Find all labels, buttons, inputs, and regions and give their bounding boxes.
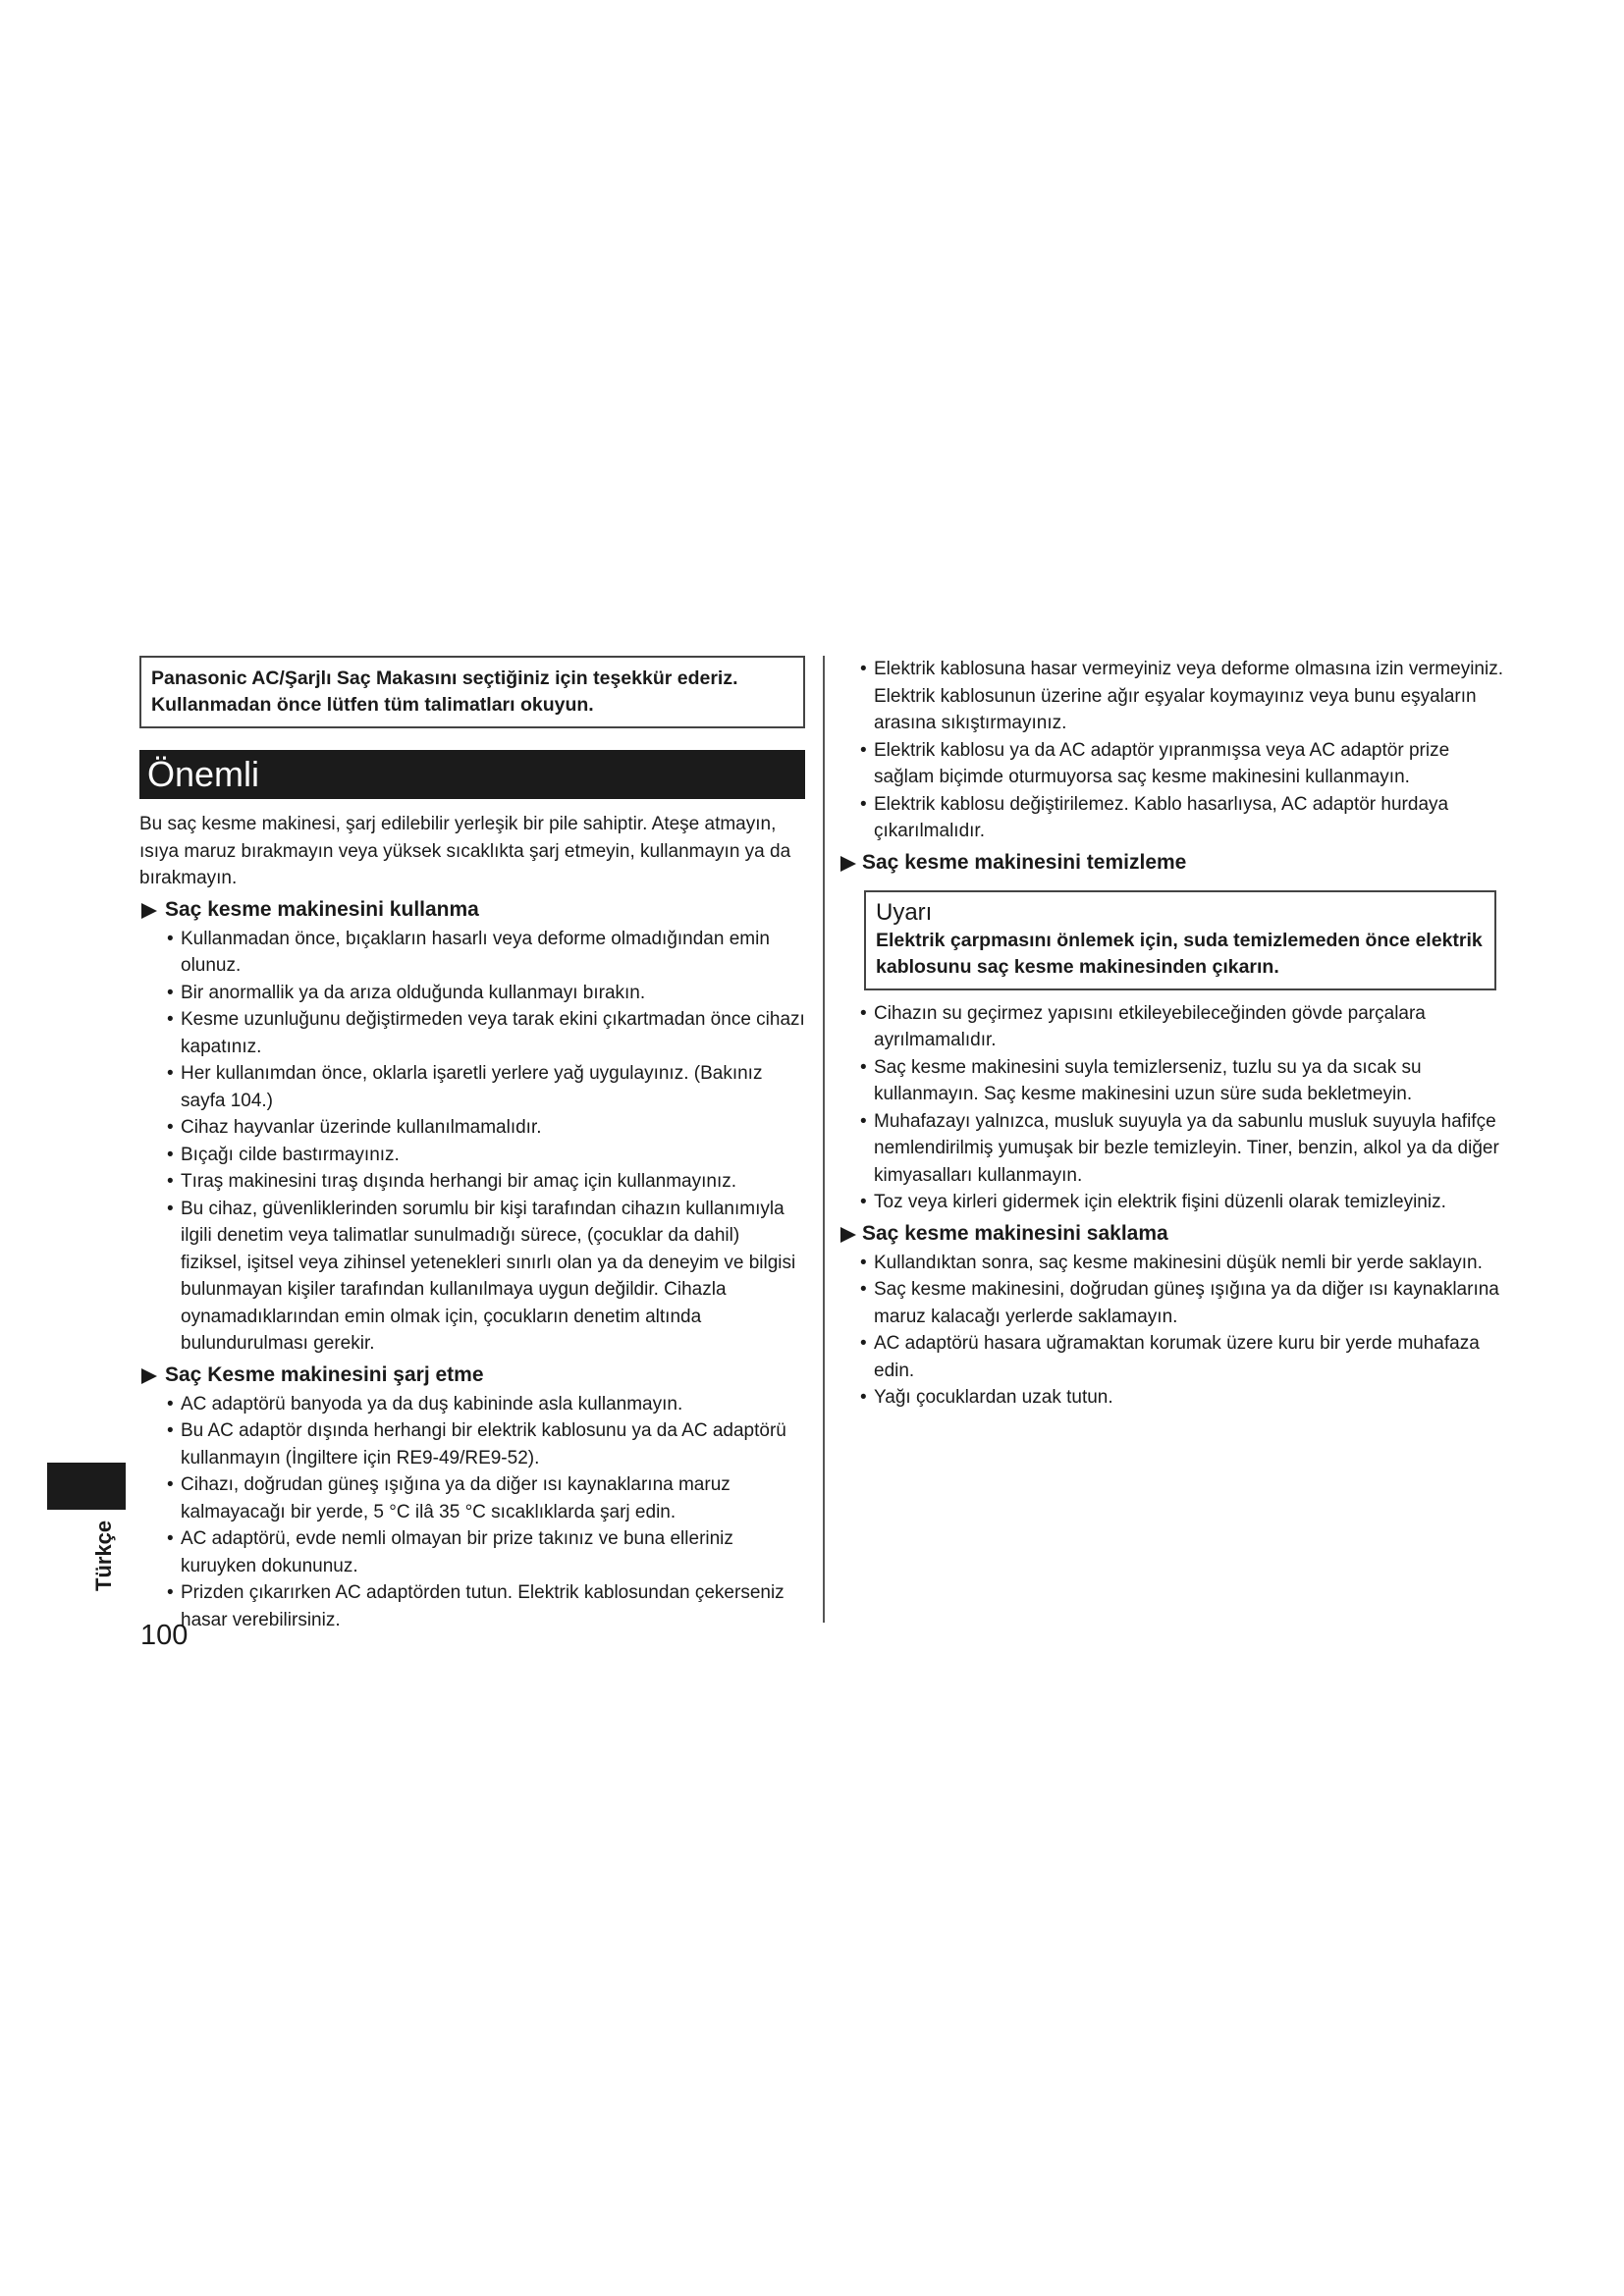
language-label: Türkçe xyxy=(91,1520,116,1592)
column-divider xyxy=(823,656,825,1623)
list-item: • Saç kesme makinesini suyla temizlerseniz, tuzlu su ya da sıcak su kullanmayın. Saç kesme makinesini uzun süre suda bekletmeyin. xyxy=(860,1054,1506,1108)
intro-line-1: Panasonic AC/Şarjlı Saç Makasını seçtiğiniz için teşekkür ederiz. xyxy=(151,667,738,689)
list-item: • Muhafazayı yalnızca, musluk suyuyla ya da sabunlu musluk suyuyla hafifçe nemlendirilmiş yumuşak bir bezle temizleyin. Tiner, benzin, alkol ya da diğer kimyasalları kullanmayın. xyxy=(860,1108,1506,1190)
list-item: • Prizden çıkarırken AC adaptörden tutun. Elektrik kablosundan çekerseniz hasar verebilirsiniz. xyxy=(167,1579,805,1633)
cleaning-list xyxy=(840,1000,1506,1216)
using-list xyxy=(139,926,805,1358)
warning-title: Uyarı xyxy=(876,898,933,926)
list-item: • AC adaptörü, evde nemli olmayan bir prize takınız ve buna elleriniz kuruyken dokununuz. xyxy=(167,1525,805,1579)
intro-notice-box xyxy=(139,656,805,728)
list-item: • AC adaptörü hasara uğramaktan korumak üzere kuru bir yerde muhafaza edin. xyxy=(860,1330,1506,1384)
triangle-arrow-icon xyxy=(141,1368,157,1384)
section-title: Saç kesme makinesini kullanma xyxy=(165,897,479,921)
intro-line-2: Kullanmadan önce lütfen tüm talimatları okuyun. xyxy=(151,694,594,716)
list-item: • Saç kesme makinesini, doğrudan güneş ışığına ya da diğer ısı kaynaklarına maruz kalacağı yerlerde saklamayın. xyxy=(860,1276,1506,1330)
section-heading-storage xyxy=(840,1220,1506,1248)
list-item: • Tıraş makinesini tıraş dışında herhangi bir amaç için kullanmayınız. xyxy=(167,1168,805,1196)
warning-text: Elektrik çarpmasını önlemek için, suda temizlemeden önce elektrik kablosunu saç kesme makinesinden çıkarın. xyxy=(876,929,1483,978)
list-item: • Her kullanımdan önce, oklarla işaretli yerlere yağ uygulayınız. (Bakınız sayfa 104.) xyxy=(167,1060,805,1114)
list-item: • Kullandıktan sonra, saç kesme makinesini düşük nemli bir yerde saklayın. xyxy=(860,1250,1506,1277)
storage-list xyxy=(840,1250,1506,1412)
list-item: • Cihazı, doğrudan güneş ışığına ya da diğer ısı kaynaklarına maruz kalmayacağı bir yerde, 5 °C ilâ 35 °C sıcaklıklarda şarj edin. xyxy=(167,1471,805,1525)
triangle-arrow-icon xyxy=(141,903,157,919)
section-heading-charging xyxy=(139,1362,805,1389)
list-item: • Yağı çocuklardan uzak tutun. xyxy=(860,1384,1506,1412)
section-heading-cleaning xyxy=(840,849,1506,877)
list-item: • Bir anormallik ya da arıza olduğunda kullanmayı bırakın. xyxy=(167,980,805,1007)
section-title: Saç kesme makinesini saklama xyxy=(862,1221,1168,1245)
charging-list xyxy=(139,1391,805,1634)
list-item: • Kesme uzunluğunu değiştirmeden veya tarak ekini çıkartmadan önce cihazı kapatınız. xyxy=(167,1006,805,1060)
list-item: • Bıçağı cilde bastırmayınız. xyxy=(167,1142,805,1169)
list-item: • AC adaptörü banyoda ya da duş kabininde asla kullanmayın. xyxy=(167,1391,805,1418)
section-heading-using xyxy=(139,896,805,924)
left-column xyxy=(139,656,805,1633)
list-item: • Cihaz hayvanlar üzerinde kullanılmamalıdır. xyxy=(167,1114,805,1142)
list-item: • Cihazın su geçirmez yapısını etkileyebileceğinden gövde parçalara ayrılmamalıdır. xyxy=(860,1000,1506,1054)
list-item: • Elektrik kablosu ya da AC adaptör yıpranmışsa veya AC adaptör prize sağlam biçimde oturmuyorsa saç kesme makinesini kullanmayın. xyxy=(860,737,1506,791)
triangle-arrow-icon xyxy=(840,856,856,872)
list-item: • Bu AC adaptör dışında herhangi bir elektrik kablosunu ya da AC adaptörü kullanmayın (İngiltere için RE9-49/RE9-52). xyxy=(167,1417,805,1471)
warning-box xyxy=(864,890,1496,990)
list-item: • Kullanmadan önce, bıçakların hasarlı veya deforme olmadığından emin olunuz. xyxy=(167,926,805,980)
page-number: 100 xyxy=(140,1620,189,1651)
section-title: Saç Kesme makinesini şarj etme xyxy=(165,1362,484,1386)
important-paragraph: Bu saç kesme makinesi, şarj edilebilir yerleşik bir pile sahiptir. Ateşe atmayın, ısıya maruz bırakmayın veya yüksek sıcaklıkta şarj etmeyin, kullanmayın ya da bırakmayın. xyxy=(139,814,791,888)
important-heading: Önemli xyxy=(139,750,805,799)
list-item: • Bu cihaz, güvenliklerinden sorumlu bir kişi tarafından cihazın kullanımıyla ilgili denetim veya talimatlar sunulmadığı sürece, (çocuklar da dahil) fiziksel, işitsel veya zihinsel yetenekleri sınırlı olan ya da deneyim ve bilgisi bulunmayan kişiler tarafından kullanılmaya uygun değildir. Cihazla oynamadıklarından emin olmak için, çocukların denetim altında bulundurulması gerekir. xyxy=(167,1196,805,1358)
list-item: • Elektrik kablosu değiştirilemez. Kablo hasarlıysa, AC adaptör hurdaya çıkarılmalıdır. xyxy=(860,791,1506,845)
right-column xyxy=(840,656,1506,1412)
language-tab-marker xyxy=(47,1463,126,1510)
charging-list-continued xyxy=(840,656,1506,845)
list-item: • Elektrik kablosuna hasar vermeyiniz veya deforme olmasına izin vermeyiniz. Elektrik kablosunun üzerine ağır eşyalar koymayınız veya bunu eşyaların arasına sıkıştırmayınız. xyxy=(860,656,1506,737)
section-title: Saç kesme makinesini temizleme xyxy=(862,850,1187,874)
list-item: • Toz veya kirleri gidermek için elektrik fişini düzenli olarak temizleyiniz. xyxy=(860,1189,1506,1216)
triangle-arrow-icon xyxy=(840,1227,856,1243)
